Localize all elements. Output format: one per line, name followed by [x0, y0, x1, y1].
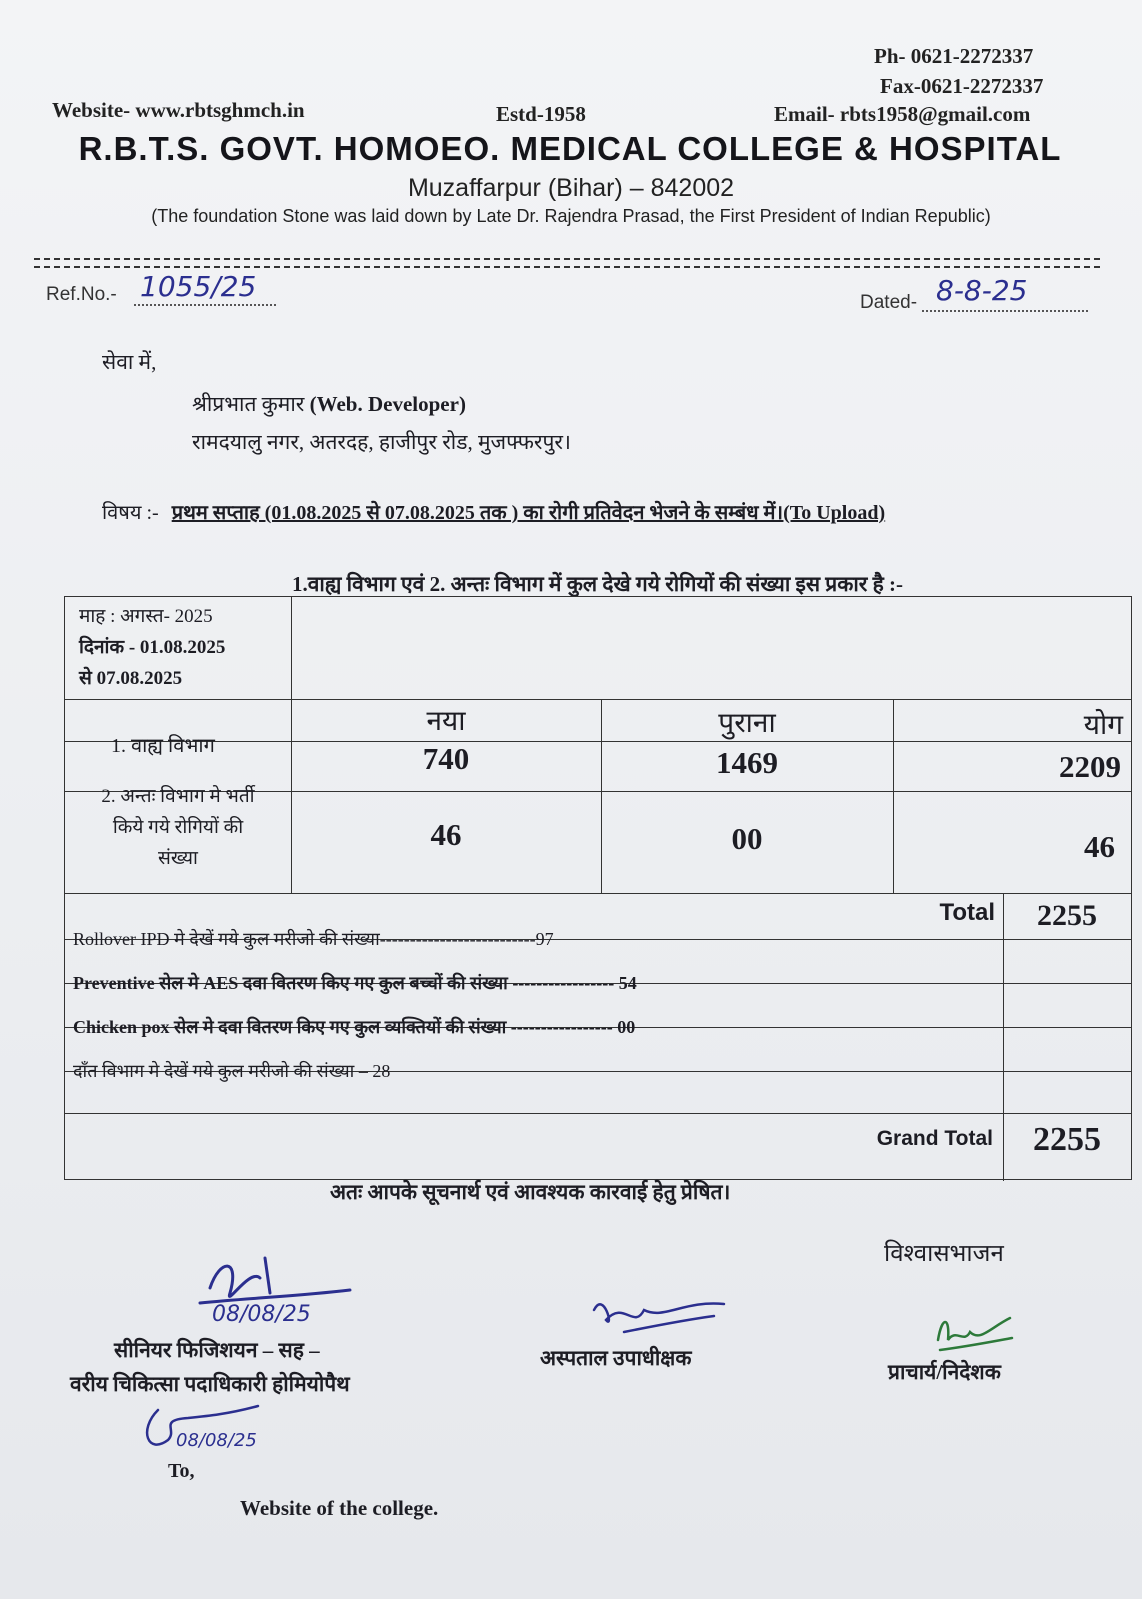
col-header-new: नया	[426, 706, 466, 737]
dated-field	[922, 274, 1088, 312]
row-ipd-old: 00	[731, 821, 763, 856]
fax-number: Fax-0621-2272337	[880, 74, 1044, 98]
left-signature-date: 08/08/25	[212, 1302, 311, 1327]
intro-line: 1.वाह्य विभाग एवं 2. अन्तः विभाग में कुल देखे गये रोगियों की संख्या इस प्रकार है :-	[292, 572, 904, 596]
col-header-sum: योग	[1083, 710, 1123, 741]
dated-label: Dated-	[860, 292, 918, 313]
website-link[interactable]: Website- www.rbtsghmch.in	[52, 98, 305, 122]
salutation: सेवा में,	[102, 350, 157, 374]
to-label: To,	[168, 1460, 195, 1482]
phone-number: Ph- 0621-2272337	[874, 44, 1034, 68]
left-signatory-line2: वरीय चिकित्सा पदाधिकारी होमियोपैथ	[70, 1372, 350, 1396]
subject-line	[102, 498, 885, 525]
closing-line: अतः आपके सूचनार्थ एवं आवश्यक कारवाई हेतु प्रेषित।	[330, 1180, 731, 1204]
header-divider-2	[34, 266, 1100, 268]
col-header-old: पुराना	[718, 708, 776, 739]
ref-number: 1055/25	[140, 270, 257, 303]
period-cell	[79, 601, 225, 694]
chicken-pox-row: Chicken pox सेल मे दवा वितरण किए गए कुल व्यक्तियों की संख्या ----------------- 00	[73, 1017, 636, 1037]
right-signature	[930, 1310, 1020, 1360]
email-address[interactable]: Email- rbts1958@gmail.com	[774, 102, 1031, 126]
row-ipd-label-2: किये गये रोगियों की	[112, 817, 244, 838]
middle-signature	[584, 1290, 744, 1346]
ref-field	[134, 270, 276, 306]
right-signatory: प्राचार्य/निदेशक	[888, 1360, 1001, 1384]
row-opd-old: 1469	[716, 745, 778, 780]
row-opd-new: 740	[422, 741, 470, 776]
grand-total-value: 2255	[1033, 1121, 1101, 1158]
established-year: Estd-1958	[496, 102, 586, 126]
dated-value: 8-8-25	[936, 274, 1028, 307]
college-city: Muzaffarpur (Bihar) – 842002	[407, 174, 735, 202]
row-opd-sum: 2209	[1059, 749, 1121, 784]
row-ipd-label	[65, 781, 291, 874]
college-name: R.B.T.S. GOVT. HOMOEO. MEDICAL COLLEGE & HOSPITAL	[78, 130, 1062, 167]
addressee-name-hi: श्रीप्रभात कुमार	[192, 392, 305, 416]
row-opd-label: 1. वाह्य विभाग	[111, 735, 215, 757]
rollover-ipd-row: Rollover IPD मे देखें गये कुल मरीजो की संख्या--------------------------97	[73, 929, 554, 949]
middle-signatory: अस्पताल उपाधीक्षक	[540, 1346, 692, 1370]
addressee-role: (Web. Developer)	[309, 392, 466, 416]
row-ipd-sum: 46	[1084, 829, 1115, 864]
header-divider	[34, 258, 1100, 260]
row-ipd-new: 46	[430, 817, 462, 852]
aes-preventive-row: Preventive सेल मे AES दवा वितरण किए गए कुल बच्चों की संख्या ----------------- 54	[73, 973, 637, 993]
ref-label: Ref.No.-	[46, 284, 117, 305]
dental-row: दाँत विभाग मे देखें गये कुल मरीजो की संख्या – 28	[73, 1061, 391, 1081]
row-ipd-label-1: 2. अन्तः विभाग मे भर्ती	[101, 786, 255, 807]
period-month: माह : अगस्त- 2025	[79, 606, 213, 627]
period-to: से 07.08.2025	[79, 668, 183, 689]
foundation-note: (The foundation Stone was laid down by Late Dr. Rajendra Prasad, the First President of Indian Republic)	[151, 206, 991, 226]
total-label: Total	[939, 899, 995, 926]
recipient-line: Website of the college.	[240, 1496, 439, 1520]
patient-report-table	[64, 596, 1132, 1180]
grand-total-label: Grand Total	[876, 1127, 993, 1150]
period-from: दिनांक - 01.08.2025	[79, 637, 226, 658]
addressee-address: रामदयालु नगर, अतरदह, हाजीपुर रोड, मुजफ्फरपुर।	[192, 430, 571, 454]
total-value: 2255	[1037, 899, 1097, 932]
left-signatory-line1: सीनियर फिजिशयन – सह –	[114, 1338, 320, 1362]
row-ipd-label-3: संख्या	[158, 848, 198, 869]
subject-text: प्रथम सप्ताह (01.08.2025 से 07.08.2025 तक ) का रोगी प्रतिवेदन भेजने के सम्बंध में।(To Upload)	[171, 502, 886, 524]
subject-prefix: विषय :-	[102, 502, 159, 524]
sign-off: विश्वासभाजन	[884, 1241, 1004, 1267]
second-signature-date: 08/08/25	[176, 1430, 257, 1451]
addressee-name	[192, 390, 466, 418]
